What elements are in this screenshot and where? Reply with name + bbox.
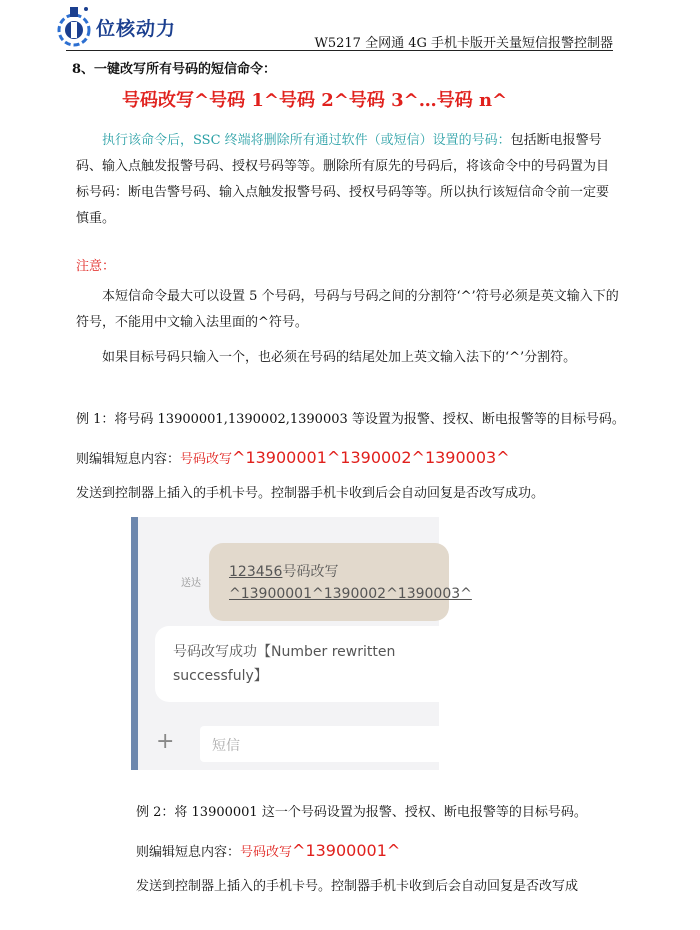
screenshot-edge xyxy=(131,517,138,770)
section-heading: 8、一键改写所有号码的短信命令： xyxy=(72,62,277,77)
message-input[interactable] xyxy=(200,726,450,762)
message-composer xyxy=(138,717,439,770)
example-1-edit-command: 号码改写 xyxy=(180,452,233,467)
example-1-send-text: 发送到控制器上插入的手机卡号。控制器手机卡收到后会自动回复是否改写成功。 xyxy=(76,486,545,501)
note-paragraph-1: 本短信命令最大可以设置 5 个号码，号码与号码之间的分割符‘^’符号必须是英文输入下的符号，不能用中文输入法里面的^符号。 xyxy=(76,289,619,330)
page-header xyxy=(0,0,700,52)
company-logo xyxy=(58,4,198,48)
description-paragraph xyxy=(76,128,621,232)
incoming-message-bubble[interactable] xyxy=(155,626,455,702)
outgoing-message-text xyxy=(229,561,472,605)
description-text: 包括断电报警号码、输入点触发报警号码、授权号码等等。删除所有原先的号码后，将该命令中的号码置为目标号码：断电告警号码、输入点触发报警号码、授权号码等等。所以执行该短信命令前一定要慎重。 xyxy=(76,133,610,226)
header-divider xyxy=(66,50,613,51)
delivery-status: 送达 xyxy=(181,578,201,589)
example-2-edit-label: 则编辑短息内容： xyxy=(136,845,241,860)
description-highlight: 执行该命令后，SSC 终端将删除所有通过软件（或短信）设置的号码： xyxy=(102,133,511,148)
example-1-edit-line xyxy=(76,445,510,473)
message-input-placeholder: 短信 xyxy=(212,738,240,754)
brand-name: 位核动力 xyxy=(96,18,177,40)
sms-screenshot xyxy=(131,517,472,770)
example-2-send-text: 发送到控制器上插入的手机卡号。控制器手机卡收到后会自动回复是否改写成 xyxy=(136,879,579,894)
add-attachment-icon[interactable]: + xyxy=(156,729,175,754)
command-syntax: 号码改写^号码 1^号码 2^号码 3^…号码 n^ xyxy=(122,90,508,111)
incoming-message-text: 号码改写成功【Number rewritten successfuly】 xyxy=(173,644,396,684)
logo-mark-icon xyxy=(58,4,94,48)
example-2-edit-line xyxy=(136,838,400,866)
example-2-intro: 例 2：将 13900001 这一个号码设置为报警、授权、断电报警等的目标号码。 xyxy=(136,805,587,820)
document-title: W5217 全网通 4G 手机卡版开关量短信报警控制器 xyxy=(314,36,613,51)
example-1-intro: 例 1：将号码 13900001,1390002,1390003 等设置为报警、授权、断电报警等的目标号码。 xyxy=(76,412,625,427)
outgoing-password: 123456 xyxy=(229,564,283,580)
example-2-edit-command: 号码改写 xyxy=(240,845,293,860)
example-1-edit-label: 则编辑短息内容： xyxy=(76,452,181,467)
note-label: 注意： xyxy=(76,259,116,274)
note-paragraph-2: 如果目标号码只输入一个，也必须在号码的结尾处加上英文输入法下的‘^’分割符。 xyxy=(102,350,577,365)
outgoing-message-bubble[interactable] xyxy=(209,543,472,621)
outgoing-command: 号码改写 xyxy=(282,564,339,580)
example-1-edit-numbers: ^13900001^1390002^1390003^ xyxy=(232,448,510,467)
outgoing-numbers: ^13900001^1390002^1390003^ xyxy=(229,586,472,602)
example-2-edit-numbers: ^13900001^ xyxy=(292,841,401,860)
